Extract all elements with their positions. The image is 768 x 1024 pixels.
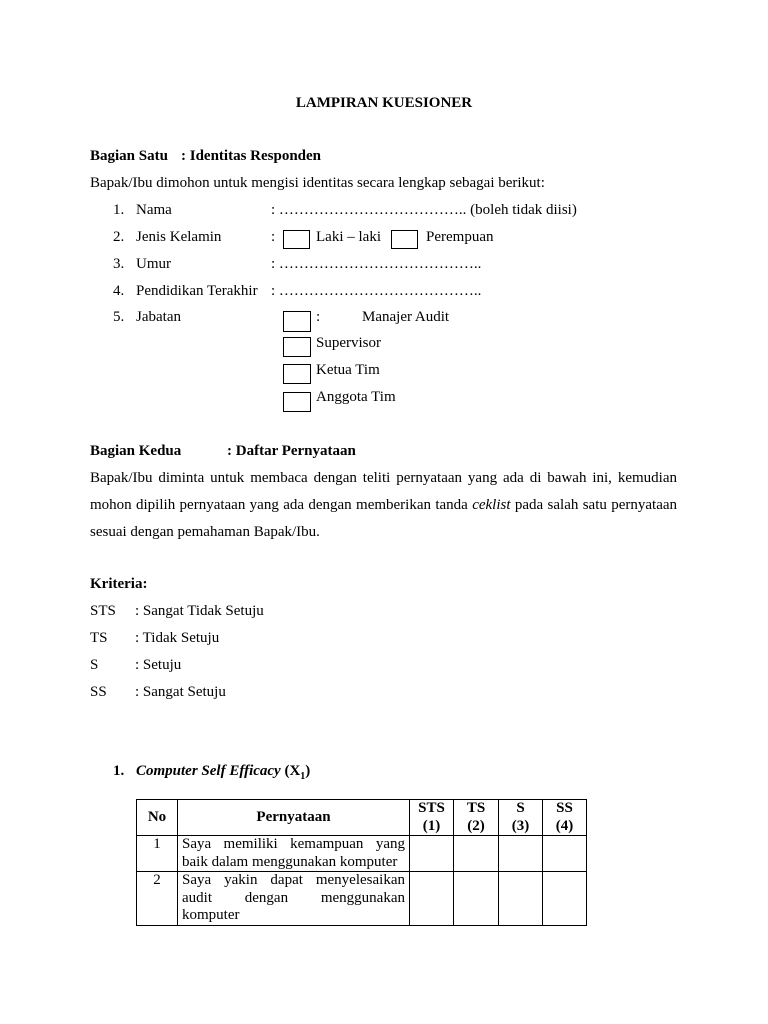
header-ss	[543, 800, 587, 836]
part2-heading: Bagian Kedua	[90, 443, 182, 459]
header-ts-value: (2)	[467, 817, 485, 834]
checkbox-ketua-tim[interactable]	[283, 364, 311, 384]
part2-para-line2-b: pada salah satu pernyataan	[510, 497, 678, 513]
field-label-gender: Jenis Kelamin	[136, 229, 222, 245]
criteria-code: S	[90, 657, 99, 673]
option-supervisor: Supervisor	[316, 335, 381, 351]
section-title-text: Computer Self Efficacy	[136, 763, 281, 779]
table-header-row	[137, 800, 587, 836]
row-statement-line: baik dalam menggunakan komputer	[182, 853, 398, 870]
option-anggota-tim: Anggota Tim	[316, 389, 396, 405]
option-male-label: Laki – laki	[316, 229, 381, 245]
header-pernyataan: Pernyataan	[178, 800, 410, 836]
checkbox-male[interactable]	[283, 230, 310, 249]
header-s	[499, 800, 543, 836]
criteria-code: TS	[90, 630, 108, 646]
part2-para-line2-em: ceklist	[472, 497, 511, 513]
header-ts	[454, 800, 499, 836]
answer-cell-ss[interactable]	[543, 836, 587, 872]
row-no: 2	[137, 872, 178, 926]
field-label-pendidikan: Pendidikan Terakhir	[136, 283, 258, 299]
field-label-jabatan: Jabatan	[136, 309, 181, 325]
option-female-label: Perempuan	[426, 229, 494, 245]
header-sts-value: (1)	[422, 817, 441, 834]
criteria-code: STS	[90, 603, 116, 619]
criteria-desc: : Tidak Setuju	[135, 630, 220, 646]
row-statement-line: Saya memiliki kemampuan yang	[182, 836, 405, 852]
checkbox-female[interactable]	[391, 230, 418, 249]
criteria-desc: : Sangat Setuju	[135, 684, 226, 700]
option-ketua-tim: Ketua Tim	[316, 362, 380, 378]
field-num: 3.	[113, 256, 125, 272]
part2-para-line2-a: mohon dipilih pernyataan yang ada dengan memberikan tanda	[90, 497, 473, 513]
table-row	[137, 872, 587, 926]
option-manajer-audit: Manajer Audit	[362, 309, 450, 325]
table-row	[137, 836, 587, 872]
checkbox-supervisor[interactable]	[283, 337, 311, 357]
criteria-desc: : Setuju	[135, 657, 182, 673]
header-s-value: (3)	[511, 817, 530, 834]
field-num: 4.	[113, 283, 125, 299]
header-no: No	[137, 800, 178, 836]
row-no: 1	[137, 836, 178, 872]
header-ts-code: TS	[466, 800, 486, 816]
answer-cell-sts[interactable]	[410, 872, 454, 926]
part1-intro: Bapak/Ibu dimohon untuk mengisi identitas secara lengkap sebagai berikut:	[90, 175, 545, 191]
criteria-desc: : Sangat Tidak Setuju	[135, 603, 264, 619]
field-label-nama: Nama	[136, 202, 172, 218]
section-number: 1.	[113, 763, 125, 779]
row-statement-line: komputer	[182, 907, 240, 923]
field-colon: :	[271, 229, 276, 245]
questionnaire-table	[136, 799, 587, 926]
answer-cell-s[interactable]	[499, 836, 543, 872]
field-num: 5.	[113, 309, 125, 325]
part2-paragraph-line	[90, 496, 677, 514]
answer-cell-sts[interactable]	[410, 836, 454, 872]
checkbox-manajer-audit[interactable]	[283, 311, 311, 332]
header-sts-code: STS	[418, 800, 445, 816]
row-statement	[178, 872, 410, 926]
field-num: 2.	[113, 229, 125, 245]
answer-cell-ts[interactable]	[454, 872, 499, 926]
section-var-open: (X	[280, 763, 301, 779]
row-statement-line: Saya yakin dapat menyelesaikan	[182, 872, 405, 888]
header-ss-code: SS	[556, 800, 573, 816]
field-value-umur[interactable]: : …………………………………..	[271, 256, 482, 272]
field-num: 1.	[113, 202, 125, 218]
criteria-heading: Kriteria:	[90, 576, 148, 592]
section-var-close: )	[305, 763, 311, 779]
field-value-pendidikan[interactable]: : …………………………………..	[271, 283, 482, 299]
answer-cell-ts[interactable]	[454, 836, 499, 872]
field-colon: :	[316, 309, 321, 325]
checkbox-anggota-tim[interactable]	[283, 392, 311, 412]
part2-para-line3: sesuai dengan pemahaman Bapak/Ibu.	[90, 524, 320, 540]
field-value-nama[interactable]: : ……………………………….. (boleh tidak diisi)	[271, 202, 577, 218]
section-var-sub: 1	[300, 771, 306, 782]
part2-paragraph-line	[90, 469, 677, 487]
row-statement	[178, 836, 410, 872]
part2-para-line1: Bapak/Ibu diminta untuk membaca dengan teliti pernyataan yang ada di bawah ini, kemudian	[90, 470, 677, 486]
criteria-code: SS	[90, 684, 107, 700]
section-title	[136, 762, 310, 786]
row-statement-line: audit dengan menggunakan	[182, 889, 405, 906]
part2-heading-sep: : Daftar Pernyataan	[227, 443, 356, 459]
answer-cell-s[interactable]	[499, 872, 543, 926]
field-label-umur: Umur	[136, 256, 171, 272]
page-title: LAMPIRAN KUESIONER	[295, 95, 473, 111]
header-s-code: S	[516, 800, 525, 816]
header-ss-value: (4)	[555, 817, 574, 834]
part1-heading: Bagian Satu	[90, 148, 168, 164]
header-sts	[410, 800, 454, 836]
part2-para-line2	[90, 496, 677, 514]
answer-cell-ss[interactable]	[543, 872, 587, 926]
part1-heading-sep: : Identitas Responden	[181, 148, 322, 164]
